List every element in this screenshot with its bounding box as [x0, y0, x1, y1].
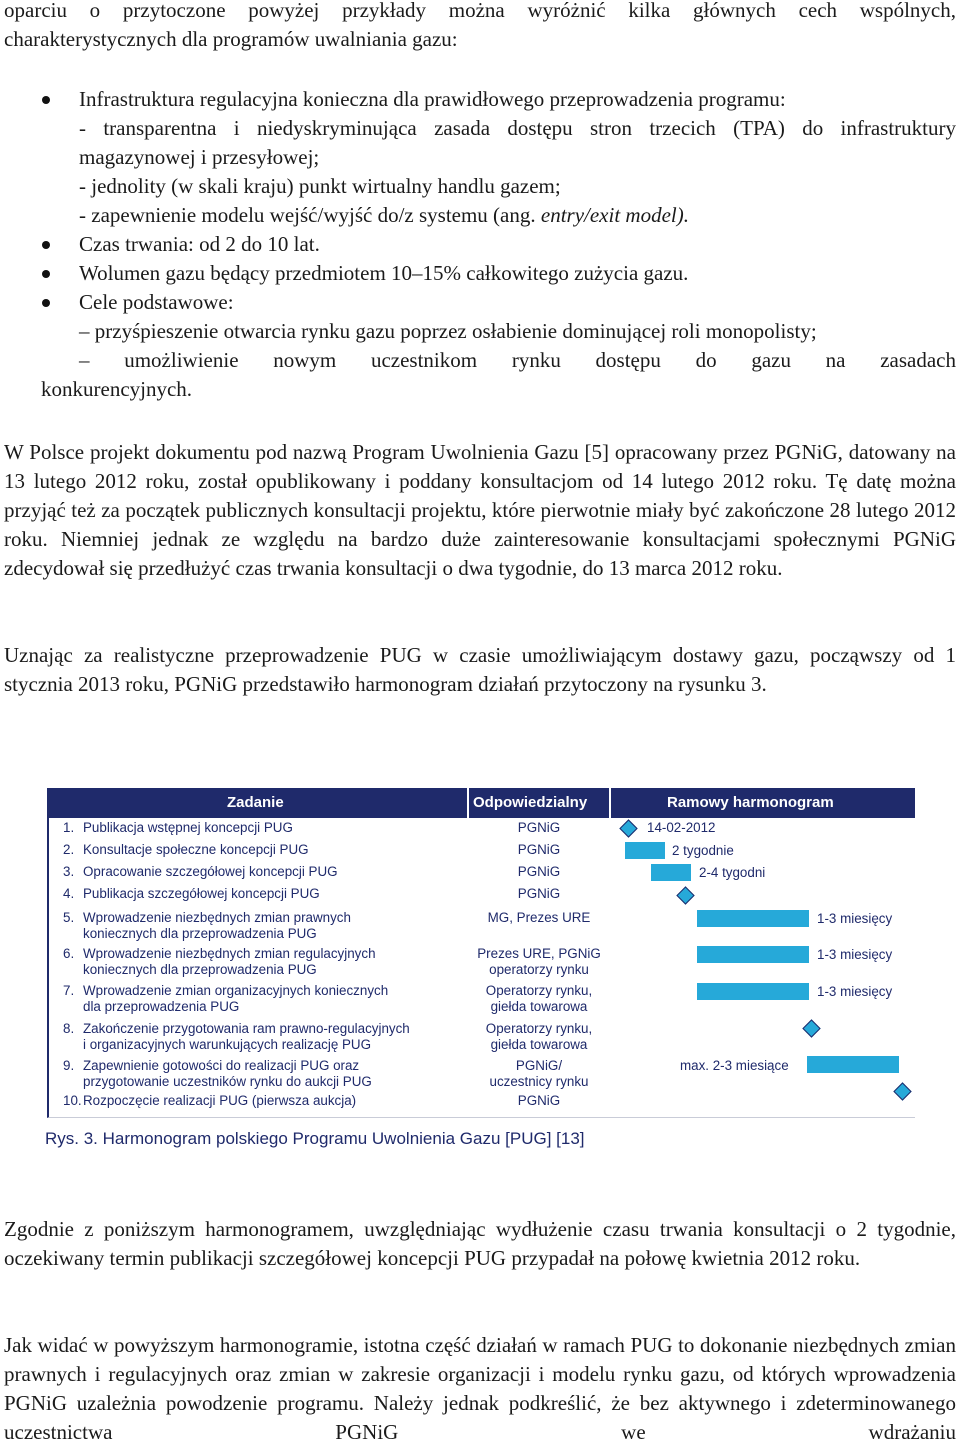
task-number: 4. — [63, 886, 75, 901]
bullet-sub-item: – przyśpieszenie otwarcia rynku gazu poprzez osłabienie dominującej roli monopolisty; — [79, 319, 817, 343]
task-label: Rozpoczęcie realizacji PUG (pierwsza aukcja) — [83, 1093, 357, 1108]
schedule-body — [47, 818, 915, 1118]
schedule-label: 14-02-2012 — [647, 820, 716, 835]
intro-paragraph — [4, 0, 956, 54]
responsible-label-line-2: giełda towarowa — [490, 999, 588, 1014]
task-row — [63, 983, 388, 1015]
task-label: Zapewnienie gotowości do realizacji PUG oraz — [83, 1058, 360, 1073]
responsible-label: PGNiG — [517, 864, 561, 879]
bullet-sub-item — [79, 201, 956, 230]
schedule-label: 1-3 miesięcy — [817, 947, 893, 962]
schedule-bar — [651, 864, 691, 881]
task-label: Opracowanie szczegółowej koncepcji PUG — [83, 864, 338, 879]
task-row — [63, 842, 309, 858]
body-paragraph-4: Jak widać w powyższym harmonogramie, istotna część działań w ramach PUG to dokonanie niezbędnych zmian prawnych i regulacyjnych oraz zmian w zakresie organizacji i modelu rynku gazu, od których wprowadzenia PGNiG uzależnia powodzenie programu. Należy jednak podkreślić, że bez aktywnego i zdeterminowanego uczestnictwa PGNiG we wdrażaniu — [4, 1333, 956, 1444]
bullet-title: Infrastruktura regulacyjna konieczna dla prawidłowego przeprowadzenia programu: — [79, 87, 786, 111]
responsible-label: PGNiG/ — [515, 1058, 563, 1073]
task-label: Publikacja wstępnej koncepcji PUG — [83, 820, 293, 835]
task-row — [63, 1021, 410, 1053]
task-label: Wprowadzenie niezbędnych zmian prawnych — [83, 910, 351, 925]
task-number: 9. — [63, 1058, 75, 1073]
header-task: Zadanie — [227, 794, 284, 811]
responsible-label: PGNiG — [517, 820, 561, 835]
feature-bullet-list — [4, 85, 956, 404]
responsible-cell — [469, 946, 609, 978]
task-number: 8. — [63, 1021, 75, 1036]
bullet-sub-item: - transparentna i niedyskryminująca zasada dostępu stron trzecich (TPA) do infrastruktury magazynowej i przesyłowej; — [79, 116, 956, 169]
header-schedule: Ramowy harmonogram — [667, 794, 834, 811]
responsible-label-line-2: operatorzy rynku — [489, 962, 589, 977]
schedule-label: 2-4 tygodni — [699, 865, 766, 880]
schedule-bar — [697, 946, 809, 963]
responsible-cell — [469, 1093, 609, 1109]
task-label-line-2: koniecznych dla przeprowadzenia PUG — [83, 962, 317, 977]
milestone-diamond — [802, 1019, 820, 1037]
responsible-cell — [469, 1058, 609, 1090]
task-label-line-2: i organizacyjnych warunkujących realizację PUG — [83, 1037, 372, 1052]
responsible-label-line-2: giełda towarowa — [490, 1037, 588, 1052]
responsible-cell — [469, 1021, 609, 1053]
body-paragraph-1: W Polsce projekt dokumentu pod nazwą Program Uwolnienia Gazu [5] opracowany przez PGNiG, datowany na 13 lutego 2012 roku, został opublikowany i poddany konsultacjom od 14 lutego 2012 roku. Tę datę można przyjąć też za początek publicznych konsultacji projektu, które pierwotnie miały być zakończone 28 lutego 2012 roku. Niemniej jednak ze względu na bardzo duże zainteresowanie konsultacjami społecznymi PGNiG zdecydował się przedłużyć czas trwania konsultacji o dwa tygodnie, do 13 marca 2012 roku. — [4, 440, 956, 580]
task-row — [63, 886, 320, 902]
responsible-label: PGNiG — [517, 1093, 561, 1108]
milestone-diamond — [619, 819, 637, 837]
responsible-cell — [469, 910, 609, 926]
task-label: Publikacja szczegółowej koncepcji PUG — [83, 886, 320, 901]
task-label-line-2: przygotowanie uczestników rynku do aukcji PUG — [83, 1074, 372, 1089]
responsible-cell — [469, 983, 609, 1015]
milestone-diamond — [676, 886, 694, 904]
schedule-bar — [807, 1056, 899, 1073]
figure-caption: Rys. 3. Harmonogram polskiego Programu Uwolnienia Gazu [PUG] [13] — [45, 1129, 585, 1148]
responsible-label: PGNiG — [517, 886, 561, 901]
task-number: 6. — [63, 946, 75, 961]
bullet-icon — [42, 241, 50, 249]
schedule-label: max. 2-3 miesiące — [680, 1058, 789, 1073]
task-row — [63, 820, 293, 836]
header-responsible: Odpowiedzialny — [473, 794, 588, 811]
body-paragraph-3: Zgodnie z poniższym harmonogramem, uwzględniając wydłużenie czasu trwania konsultacji o 2 tygodnie, oczekiwany termin publikacji szczegółowej koncepcji PUG przypadał na połowę kwietnia 2012 roku. — [4, 1217, 956, 1270]
task-label-line-2: dla przeprowadzenia PUG — [83, 999, 240, 1014]
schedule-bar — [625, 842, 665, 859]
schedule-bar — [697, 910, 809, 927]
responsible-cell — [469, 864, 609, 880]
task-number: 5. — [63, 910, 75, 925]
task-number: 1. — [63, 820, 75, 835]
bullet-icon — [42, 270, 50, 278]
bullet-item — [4, 259, 956, 288]
bullet-item — [4, 230, 956, 259]
responsible-cell — [469, 820, 609, 836]
bullet-text: Czas trwania: od 2 do 10 lat. — [79, 232, 320, 256]
task-row — [63, 946, 376, 978]
task-row — [63, 1093, 356, 1109]
responsible-label: Operatorzy rynku, — [485, 1021, 593, 1036]
bullet-icon — [42, 96, 50, 104]
intro-line-1: oparciu o przytoczone powyżej przykłady można wyróżnić kilka głównych cech wspólnych, — [4, 0, 956, 22]
task-row — [63, 864, 338, 880]
task-row — [63, 910, 351, 942]
bullet-title: Cele podstawowe: — [79, 290, 234, 314]
schedule-header — [47, 788, 915, 818]
responsible-label: Prezes URE, PGNiG — [477, 946, 601, 961]
bullet-icon — [42, 299, 50, 307]
bullet-sub-item: – umożliwienie nowym uczestnikom rynku dostępu do gazu na zasadach — [79, 348, 956, 372]
task-label: Konsultacje społeczne koncepcji PUG — [83, 842, 309, 857]
schedule-label: 1-3 miesięcy — [817, 911, 893, 926]
task-label: Wprowadzenie niezbędnych zmian regulacyjnych — [83, 946, 376, 961]
responsible-cell — [469, 842, 609, 858]
task-row — [63, 1058, 372, 1090]
task-label-line-2: koniecznych dla przeprowadzenia PUG — [83, 926, 317, 941]
sub-text-italic: entry/exit model). — [540, 203, 689, 227]
responsible-label: PGNiG — [517, 842, 561, 857]
bullet-text: Wolumen gazu będący przedmiotem 10–15% całkowitego zużycia gazu. — [79, 261, 689, 285]
responsible-label-line-2: uczestnicy rynku — [489, 1074, 589, 1089]
bullet-sub-item: - jednolity (w skali kraju) punkt wirtualny handlu gazem; — [79, 174, 561, 198]
milestone-diamond — [893, 1082, 911, 1100]
task-label: Zakończenie przygotowania ram prawno-regulacyjnych — [83, 1021, 410, 1036]
schedule-label: 1-3 miesięcy — [817, 984, 893, 999]
sub-text: - zapewnienie modelu wejść/wyjść do/z systemu (ang. — [79, 203, 541, 227]
responsible-cell — [469, 886, 609, 902]
schedule-label: 2 tygodnie — [672, 843, 734, 858]
task-number: 2. — [63, 842, 75, 857]
header-divider — [609, 788, 611, 818]
task-number: 3. — [63, 864, 75, 879]
task-number: 10. — [63, 1093, 82, 1108]
bullet-sub-continuation: konkurencyjnych. — [41, 377, 193, 401]
responsible-label: Operatorzy rynku, — [485, 983, 593, 998]
bullet-item — [4, 288, 956, 375]
task-label: Wprowadzenie zmian organizacyjnych koniecznych — [83, 983, 389, 998]
body-paragraph-2: Uznając za realistyczne przeprowadzenie PUG w czasie umożliwiającym dostawy gazu, począwszy od 1 stycznia 2013 roku, PGNiG przedstawiło harmonogram działań przytoczony na rysunku 3. — [4, 643, 956, 696]
intro-line-2: charakterystycznych dla programów uwalniania gazu: — [4, 27, 458, 51]
bullet-item — [4, 85, 956, 230]
responsible-label: MG, Prezes URE — [487, 910, 591, 925]
task-number: 7. — [63, 983, 75, 998]
schedule-figure — [47, 788, 915, 1118]
schedule-bar — [697, 983, 809, 1000]
header-divider — [467, 788, 469, 818]
